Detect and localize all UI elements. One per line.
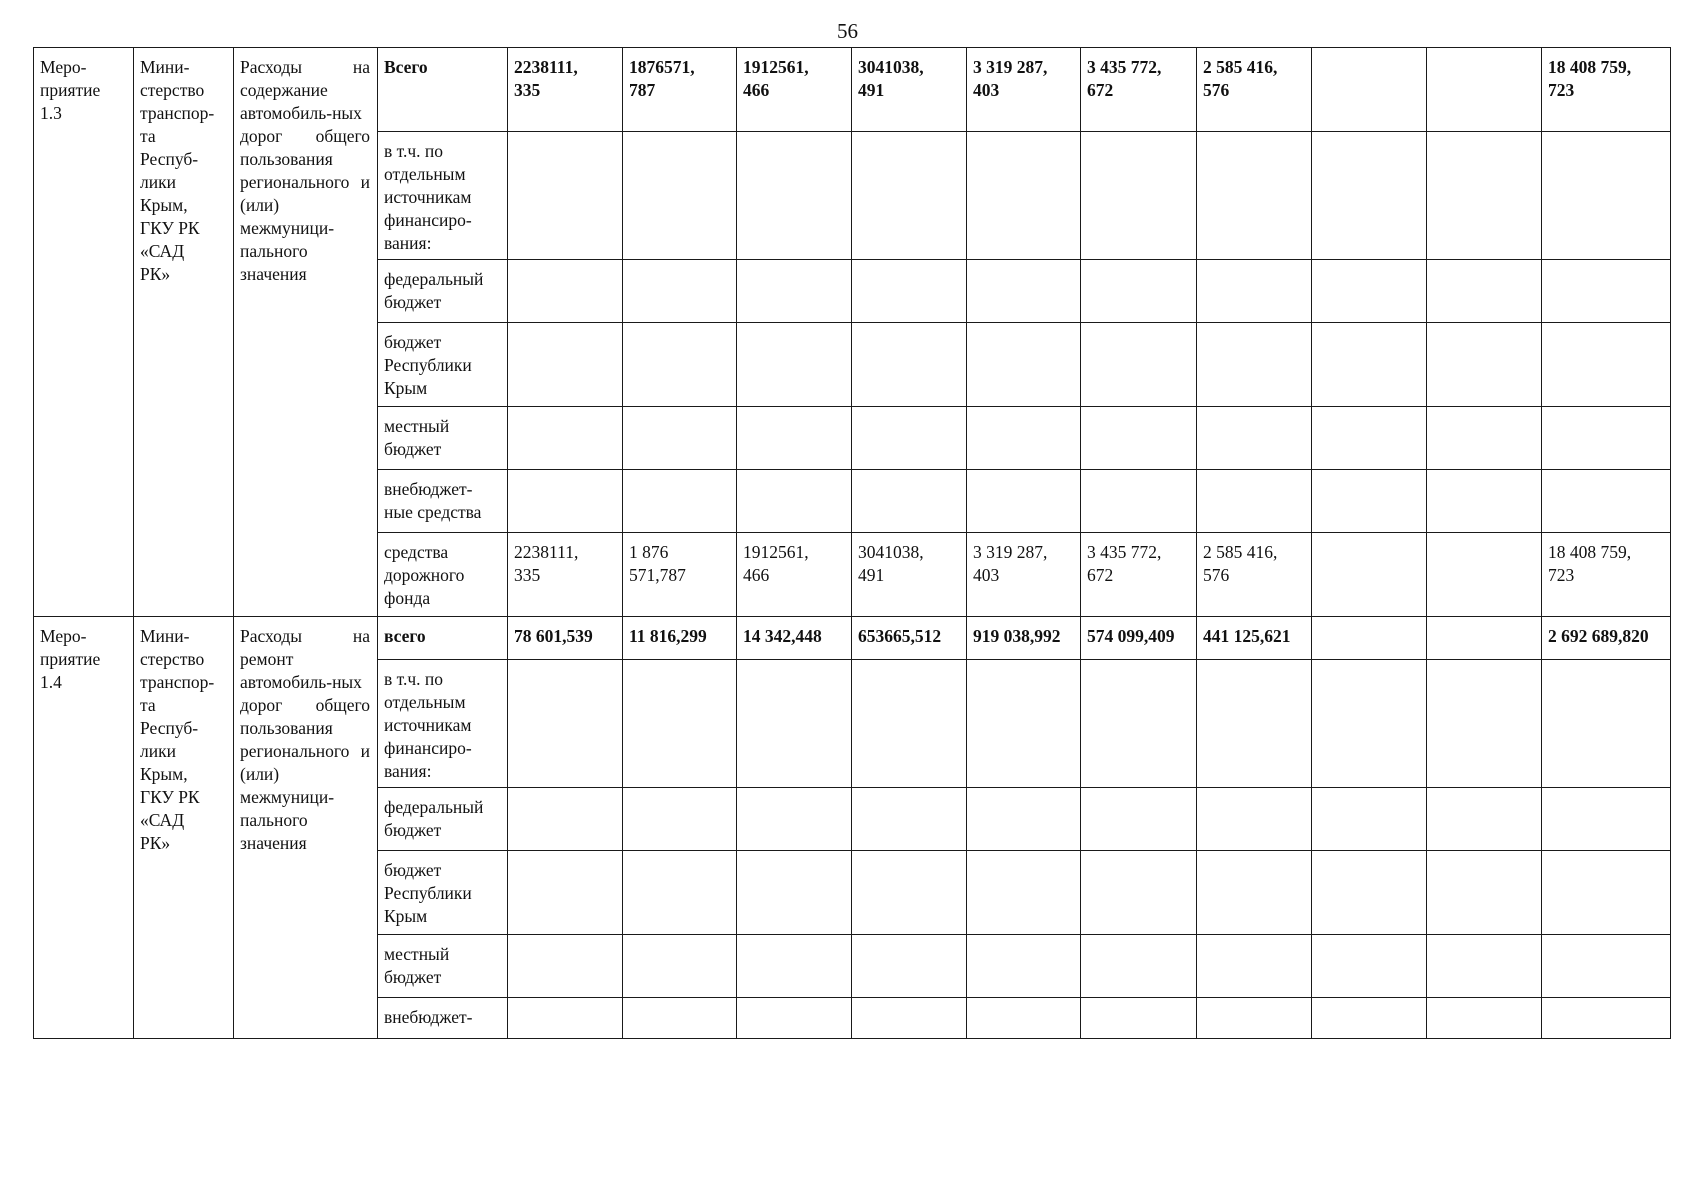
value-cell: 3 435 772, 672 xyxy=(1081,533,1197,617)
value-cell: 1 876 571,787 xyxy=(623,533,737,617)
value-cell xyxy=(852,407,967,470)
value-cell xyxy=(1081,132,1197,260)
value-cell xyxy=(623,407,737,470)
value-cell xyxy=(1542,788,1671,851)
value-cell xyxy=(1312,617,1427,660)
funding-source-label: бюджет Республики Крым xyxy=(378,851,508,935)
value-cell xyxy=(508,260,623,323)
value-cell: 78 601,539 xyxy=(508,617,623,660)
value-cell: 11 816,299 xyxy=(623,617,737,660)
value-cell: 2 585 416, 576 xyxy=(1197,533,1312,617)
value-cell xyxy=(1081,323,1197,407)
value-cell xyxy=(1542,132,1671,260)
budget-table xyxy=(33,47,1671,1039)
value-cell xyxy=(1197,407,1312,470)
value-cell xyxy=(967,998,1081,1039)
value-cell xyxy=(737,132,852,260)
funding-source-label: в т.ч. по отдельным источникам финансиро- вания: xyxy=(378,660,508,788)
value-cell xyxy=(1312,788,1427,851)
value-cell xyxy=(1427,617,1542,660)
table-row xyxy=(34,48,1671,132)
value-cell xyxy=(1542,935,1671,998)
funding-source-label: бюджет Республики Крым xyxy=(378,323,508,407)
value-cell xyxy=(737,470,852,533)
funding-source-label: местный бюджет xyxy=(378,935,508,998)
event-cell: Меро- приятие 1.3 xyxy=(34,48,134,617)
value-cell xyxy=(623,260,737,323)
value-cell xyxy=(1197,660,1312,788)
value-cell xyxy=(1427,788,1542,851)
event-cell: Меро- приятие 1.4 xyxy=(34,617,134,1039)
value-cell xyxy=(1197,935,1312,998)
value-cell xyxy=(1197,323,1312,407)
value-cell xyxy=(508,132,623,260)
value-cell: 919 038,992 xyxy=(967,617,1081,660)
value-cell xyxy=(1312,998,1427,1039)
value-cell: 2 692 689,820 xyxy=(1542,617,1671,660)
value-cell xyxy=(1312,132,1427,260)
value-cell xyxy=(623,323,737,407)
value-cell xyxy=(623,935,737,998)
value-cell xyxy=(1081,935,1197,998)
table-row xyxy=(34,617,1671,660)
funding-source-label: всего xyxy=(378,617,508,660)
value-cell: 18 408 759, 723 xyxy=(1542,533,1671,617)
funding-source-label: в т.ч. по отдельным источникам финансиро- вания: xyxy=(378,132,508,260)
value-cell xyxy=(1312,470,1427,533)
value-cell xyxy=(1312,323,1427,407)
value-cell xyxy=(1542,323,1671,407)
value-cell xyxy=(1427,851,1542,935)
funding-source-label: федеральный бюджет xyxy=(378,788,508,851)
funding-source-label: средства дорожного фонда xyxy=(378,533,508,617)
value-cell xyxy=(1312,533,1427,617)
value-cell xyxy=(1427,48,1542,132)
value-cell xyxy=(623,998,737,1039)
value-cell: 3 435 772, 672 xyxy=(1081,48,1197,132)
value-cell xyxy=(508,851,623,935)
value-cell xyxy=(1427,660,1542,788)
value-cell xyxy=(852,260,967,323)
value-cell xyxy=(1427,470,1542,533)
value-cell: 2 585 416, 576 xyxy=(1197,48,1312,132)
value-cell xyxy=(737,935,852,998)
value-cell xyxy=(1427,132,1542,260)
value-cell xyxy=(967,407,1081,470)
value-cell xyxy=(623,132,737,260)
value-cell xyxy=(852,323,967,407)
value-cell xyxy=(508,660,623,788)
value-cell xyxy=(1081,407,1197,470)
value-cell xyxy=(623,788,737,851)
value-cell xyxy=(1312,407,1427,470)
value-cell: 1912561, 466 xyxy=(737,533,852,617)
value-cell xyxy=(1197,470,1312,533)
value-cell xyxy=(508,407,623,470)
value-cell xyxy=(1197,260,1312,323)
value-cell xyxy=(1542,998,1671,1039)
value-cell xyxy=(967,935,1081,998)
value-cell xyxy=(852,470,967,533)
value-cell xyxy=(852,935,967,998)
executor-cell: Мини- стерство транспор- та Респуб- лики Крым, ГКУ РК «САД РК» xyxy=(134,48,234,617)
value-cell: 1876571, 787 xyxy=(623,48,737,132)
value-cell xyxy=(1197,998,1312,1039)
value-cell xyxy=(1081,851,1197,935)
value-cell xyxy=(1312,660,1427,788)
value-cell: 2238111, 335 xyxy=(508,533,623,617)
value-cell xyxy=(852,788,967,851)
value-cell xyxy=(508,470,623,533)
value-cell xyxy=(737,660,852,788)
value-cell: 3 319 287, 403 xyxy=(967,533,1081,617)
value-cell xyxy=(1312,851,1427,935)
value-cell xyxy=(1312,260,1427,323)
funding-source-label: местный бюджет xyxy=(378,407,508,470)
value-cell xyxy=(1427,260,1542,323)
value-cell xyxy=(1081,788,1197,851)
funding-source-label: федеральный бюджет xyxy=(378,260,508,323)
value-cell xyxy=(967,260,1081,323)
value-cell xyxy=(737,851,852,935)
value-cell xyxy=(1542,660,1671,788)
value-cell xyxy=(967,660,1081,788)
value-cell: 1912561, 466 xyxy=(737,48,852,132)
value-cell: 574 099,409 xyxy=(1081,617,1197,660)
executor-cell: Мини- стерство транспор- та Респуб- лики Крым, ГКУ РК «САД РК» xyxy=(134,617,234,1039)
value-cell xyxy=(1542,407,1671,470)
value-cell xyxy=(1427,935,1542,998)
value-cell xyxy=(852,660,967,788)
value-cell xyxy=(508,998,623,1039)
value-cell xyxy=(1427,323,1542,407)
value-cell: 653665,512 xyxy=(852,617,967,660)
value-cell xyxy=(1081,998,1197,1039)
value-cell xyxy=(1081,470,1197,533)
value-cell xyxy=(852,851,967,935)
value-cell xyxy=(1542,470,1671,533)
value-cell xyxy=(1427,998,1542,1039)
value-cell xyxy=(967,851,1081,935)
page-number: 56 xyxy=(837,19,858,43)
value-cell xyxy=(1197,788,1312,851)
value-cell xyxy=(1197,132,1312,260)
value-cell: 3 319 287, 403 xyxy=(967,48,1081,132)
value-cell xyxy=(737,407,852,470)
value-cell xyxy=(1427,407,1542,470)
funding-source-label: внебюджет- ные средства xyxy=(378,470,508,533)
funding-source-label: Всего xyxy=(378,48,508,132)
value-cell: 18 408 759, 723 xyxy=(1542,48,1671,132)
value-cell: 3041038, 491 xyxy=(852,48,967,132)
value-cell xyxy=(1081,260,1197,323)
value-cell xyxy=(1312,48,1427,132)
description-cell: Расходы на содержание автомобиль-ных дорог общего пользования регионального и (или) межмуници-пального значения xyxy=(234,48,378,617)
value-cell xyxy=(1427,533,1542,617)
value-cell xyxy=(737,323,852,407)
value-cell xyxy=(623,660,737,788)
value-cell xyxy=(623,851,737,935)
value-cell xyxy=(737,260,852,323)
value-cell xyxy=(1081,660,1197,788)
funding-source-label: внебюджет- xyxy=(378,998,508,1039)
value-cell: 14 342,448 xyxy=(737,617,852,660)
value-cell: 441 125,621 xyxy=(1197,617,1312,660)
value-cell: 2238111, 335 xyxy=(508,48,623,132)
value-cell xyxy=(623,470,737,533)
value-cell xyxy=(737,788,852,851)
value-cell xyxy=(1197,851,1312,935)
value-cell xyxy=(508,788,623,851)
value-cell xyxy=(967,323,1081,407)
value-cell: 3041038, 491 xyxy=(852,533,967,617)
value-cell xyxy=(1312,935,1427,998)
value-cell xyxy=(508,935,623,998)
description-cell: Расходы на ремонт автомобиль-ных дорог общего пользования регионального и (или) межмуници-пального значения xyxy=(234,617,378,1039)
value-cell xyxy=(1542,260,1671,323)
value-cell xyxy=(967,470,1081,533)
value-cell xyxy=(1542,851,1671,935)
value-cell xyxy=(737,998,852,1039)
value-cell xyxy=(508,323,623,407)
value-cell xyxy=(852,132,967,260)
value-cell xyxy=(852,998,967,1039)
value-cell xyxy=(967,788,1081,851)
value-cell xyxy=(967,132,1081,260)
